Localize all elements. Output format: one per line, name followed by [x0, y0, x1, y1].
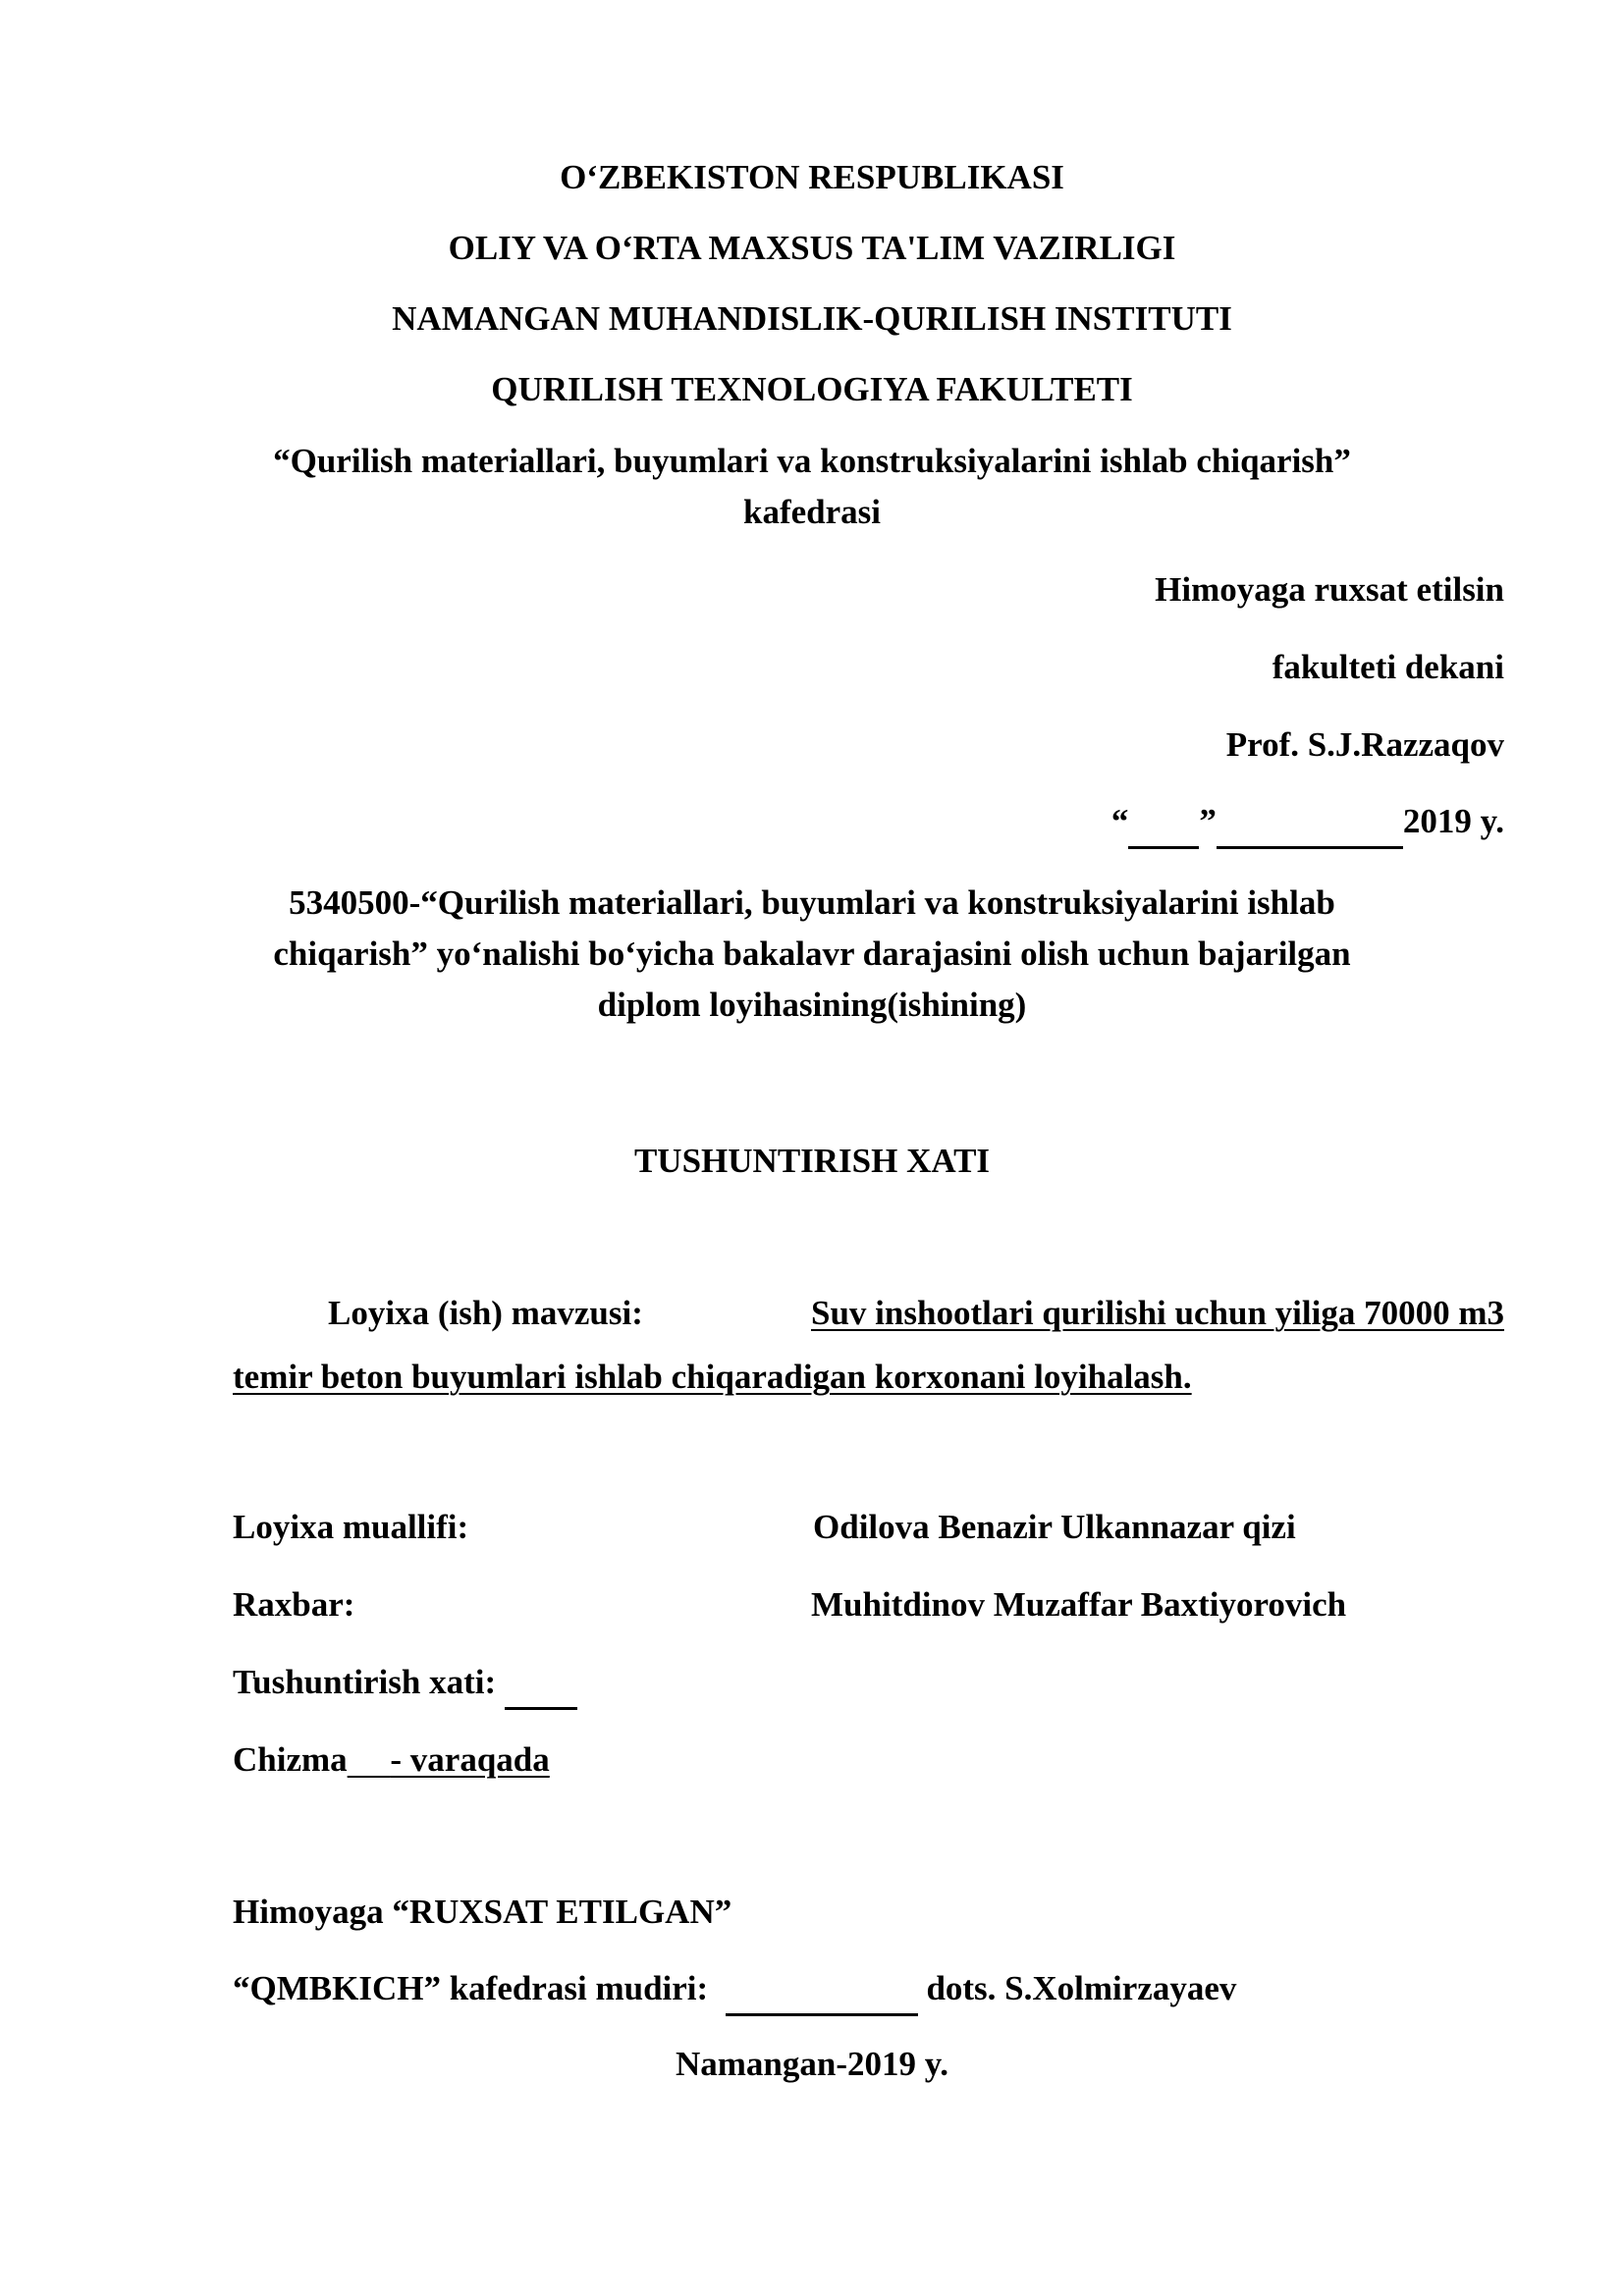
- author-label: Loyixa muallifi:: [233, 1508, 469, 1546]
- program-line-3: diplom loyihasining(ishining): [597, 986, 1027, 1024]
- program-line-1: 5340500-“Qurilish materiallari, buyumlari va konstruksiyalarini ishlab: [289, 883, 1335, 922]
- supervisor-label: Raxbar:: [233, 1585, 355, 1624]
- date-open-quote: “: [1110, 802, 1129, 840]
- day-blank: [1128, 797, 1199, 849]
- drawing-suffix-text: - varaqada: [390, 1740, 550, 1779]
- drawing-label: Chizma: [233, 1740, 348, 1779]
- topic-text-1: Suv inshootlari qurilishi uchun yiliga 70000 m3: [810, 1294, 1504, 1332]
- department-head-name: dots. S.Xolmirzayaev: [926, 1969, 1237, 2007]
- approval-line-1: Himoyaga ruxsat etilsin: [1155, 570, 1504, 609]
- topic-label: Loyixa (ish) mavzusi:: [328, 1294, 643, 1332]
- department-line-2: kafedrasi: [743, 493, 881, 531]
- drawing-row: [233, 1735, 550, 1785]
- drawing-suffix: [348, 1740, 550, 1779]
- faculty-heading: QURILISH TEXNOLOGIYA FAKULTETI: [491, 370, 1133, 408]
- topic-text-line-2: [233, 1353, 1192, 1402]
- ministry-heading: OLIY VA O‘RTA MAXSUS TA'LIM VAZIRLIGI: [448, 229, 1176, 267]
- author-value: Odilova Benazir Ulkannazar qizi: [813, 1508, 1296, 1546]
- republic-heading: O‘ZBEKISTON RESPUBLIKASI: [560, 158, 1064, 196]
- approval-line-2: fakulteti dekani: [1272, 648, 1504, 686]
- approval-date: [1111, 797, 1504, 849]
- topic-text-line-1: [811, 1289, 1504, 1338]
- note-row: [233, 1658, 577, 1710]
- department-head-row: [233, 1964, 1236, 2016]
- date-close-quote: ”: [1199, 802, 1217, 840]
- note-blank: [505, 1658, 577, 1710]
- footer-place-year: Namangan-2019 y.: [675, 2045, 949, 2083]
- department-line-1: “Qurilish materiallari, buyumlari va konstruksiyalarini ishlab chiqarish”: [273, 442, 1351, 480]
- signature-blank: [726, 1964, 918, 2016]
- date-year: 2019 y.: [1402, 802, 1504, 840]
- approval-line-3: Prof. S.J.Razzaqov: [1225, 725, 1504, 764]
- department-head-label: “QMBKICH” kafedrasi mudiri:: [233, 1969, 709, 2007]
- program-line-2: chiqarish” yo‘nalishi bo‘yicha bakalavr darajasini olish uchun bajarilgan: [273, 934, 1351, 973]
- document-title: TUSHUNTIRISH XATI: [633, 1142, 991, 1180]
- month-blank: [1217, 797, 1403, 849]
- supervisor-value: Muhitdinov Muzaffar Baxtiyorovich: [811, 1585, 1347, 1624]
- institute-heading: NAMANGAN MUHANDISLIK-QURILISH INSTITUTI: [392, 299, 1232, 338]
- topic-text-2: temir beton buyumlari ishlab chiqaradigan korxonani loyihalash.: [233, 1358, 1192, 1396]
- note-label: Tushuntirish xati:: [233, 1663, 497, 1701]
- defense-line-1: Himoyaga “RUXSAT ETILGAN”: [233, 1893, 732, 1931]
